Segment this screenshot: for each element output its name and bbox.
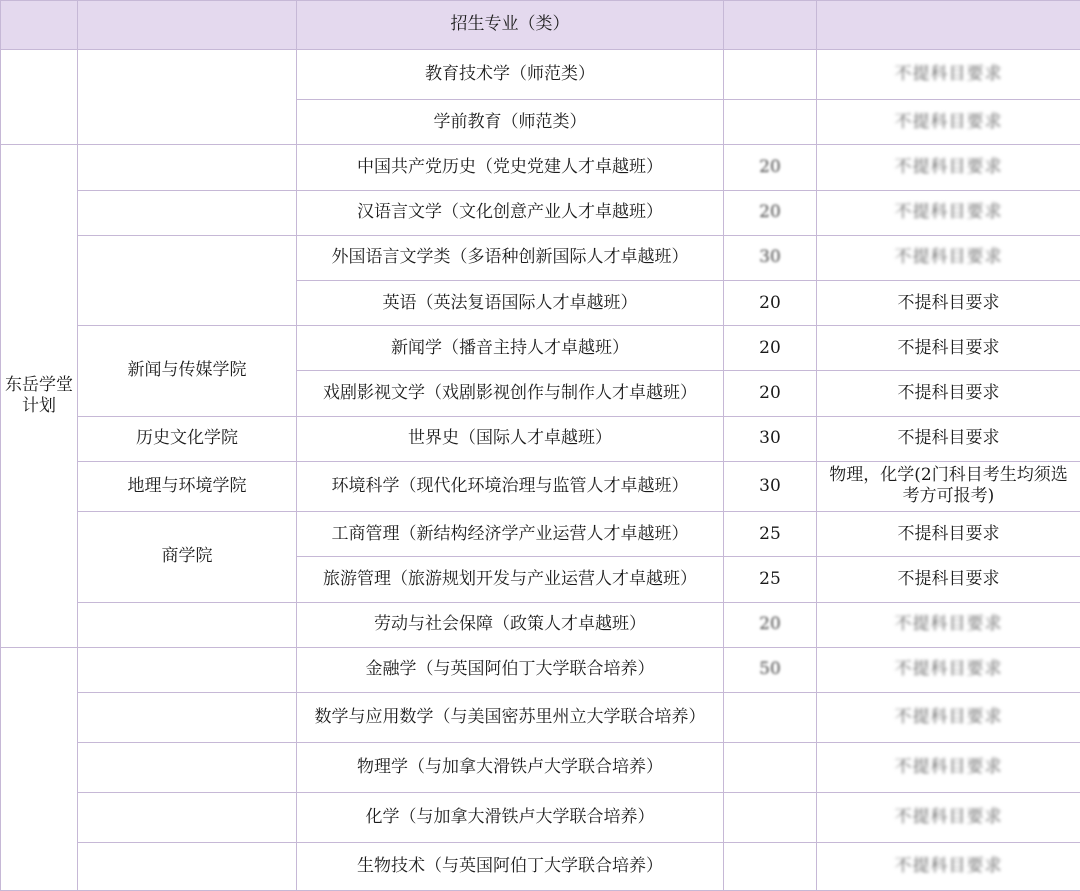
major-cell: 中国共产党历史（党史党建人才卓越班） <box>297 145 724 190</box>
quota-cell: 20 <box>724 145 817 190</box>
college-cell <box>78 145 297 190</box>
quota-cell: 30 <box>724 461 817 511</box>
table-row <box>1 842 1080 890</box>
major-cell: 物理学（与加拿大滑铁卢大学联合培养） <box>297 743 724 793</box>
college-cell <box>78 842 297 890</box>
major-cell: 数学与应用数学（与美国密苏里州立大学联合培养） <box>297 692 724 742</box>
table-row <box>1 647 1080 692</box>
college-cell <box>78 235 297 325</box>
college-cell <box>78 743 297 793</box>
quota-cell: 25 <box>724 557 817 602</box>
table-row <box>1 743 1080 793</box>
college-name-cell: 历史文化学院 <box>78 416 297 461</box>
header-row <box>1 1 1080 50</box>
requirement-cell: 不提科目要求 <box>817 557 1080 602</box>
quota-cell: 25 <box>724 512 817 557</box>
major-cell: 金融学（与英国阿伯丁大学联合培养） <box>297 647 724 692</box>
college-cell-top <box>78 50 297 145</box>
major-cell: 旅游管理（旅游规划开发与产业运营人才卓越班） <box>297 557 724 602</box>
quota-cell: 20 <box>724 371 817 416</box>
major-cell: 学前教育（师范类） <box>297 100 724 145</box>
major-cell: 生物技术（与英国阿伯丁大学联合培养） <box>297 842 724 890</box>
major-cell: 世界史（国际人才卓越班） <box>297 416 724 461</box>
college-cell <box>78 793 297 842</box>
requirement-cell: 不提科目要求 <box>817 371 1080 416</box>
major-cell: 工商管理（新结构经济学产业运营人才卓越班） <box>297 512 724 557</box>
requirement-cell: 不提科目要求 <box>817 190 1080 235</box>
table-row <box>1 461 1080 511</box>
quota-cell: 20 <box>724 190 817 235</box>
college-cell <box>78 190 297 235</box>
quota-cell <box>724 692 817 742</box>
table-row <box>1 416 1080 461</box>
major-cell: 戏剧影视文学（戏剧影视创作与制作人才卓越班） <box>297 371 724 416</box>
table-row <box>1 602 1080 647</box>
table-row <box>1 692 1080 742</box>
quota-cell <box>724 842 817 890</box>
college-cell <box>78 692 297 742</box>
college-name-cell: 新闻与传媒学院 <box>78 326 297 416</box>
quota-cell: 30 <box>724 416 817 461</box>
college-cell <box>78 647 297 692</box>
header-quota <box>724 1 817 50</box>
major-cell: 劳动与社会保障（政策人才卓越班） <box>297 602 724 647</box>
requirement-cell: 不提科目要求 <box>817 512 1080 557</box>
table-row <box>1 50 1080 100</box>
major-cell: 英语（英法复语国际人才卓越班） <box>297 281 724 326</box>
requirement-cell: 物理，化学(2门科目考生均须选考方可报考) <box>817 461 1080 511</box>
quota-cell: 20 <box>724 281 817 326</box>
header-college <box>78 1 297 50</box>
table-row <box>1 793 1080 842</box>
plan-name-cell: 东岳学堂计划 <box>1 145 78 647</box>
college-name-cell: 商学院 <box>78 512 297 602</box>
header-major: 招生专业（类） <box>297 1 724 50</box>
requirement-cell: 不提科目要求 <box>817 416 1080 461</box>
header-requirement <box>817 1 1080 50</box>
table-row <box>1 145 1080 190</box>
quota-cell: 30 <box>724 235 817 280</box>
college-cell <box>78 602 297 647</box>
quota-cell <box>724 743 817 793</box>
college-name-cell: 地理与环境学院 <box>78 461 297 511</box>
major-cell: 汉语言文学（文化创意产业人才卓越班） <box>297 190 724 235</box>
requirement-cell: 不提科目要求 <box>817 647 1080 692</box>
table-row <box>1 190 1080 235</box>
major-cell: 化学（与加拿大滑铁卢大学联合培养） <box>297 793 724 842</box>
requirement-cell: 不提科目要求 <box>817 281 1080 326</box>
plan-cell-top <box>1 50 78 145</box>
requirement-cell: 不提科目要求 <box>817 100 1080 145</box>
header-plan <box>1 1 78 50</box>
plan-cell-bottom <box>1 647 78 890</box>
requirement-cell: 不提科目要求 <box>817 145 1080 190</box>
table-row <box>1 326 1080 371</box>
major-cell: 新闻学（播音主持人才卓越班） <box>297 326 724 371</box>
table-row <box>1 512 1080 557</box>
quota-cell <box>724 100 817 145</box>
quota-cell: 20 <box>724 602 817 647</box>
requirement-cell: 不提科目要求 <box>817 842 1080 890</box>
requirement-cell: 不提科目要求 <box>817 602 1080 647</box>
requirement-cell: 不提科目要求 <box>817 743 1080 793</box>
quota-cell <box>724 793 817 842</box>
requirement-cell: 不提科目要求 <box>817 326 1080 371</box>
major-cell: 环境科学（现代化环境治理与监管人才卓越班） <box>297 461 724 511</box>
major-cell: 外国语言文学类（多语种创新国际人才卓越班） <box>297 235 724 280</box>
quota-cell: 20 <box>724 326 817 371</box>
requirement-cell: 不提科目要求 <box>817 235 1080 280</box>
requirement-cell: 不提科目要求 <box>817 793 1080 842</box>
table-row <box>1 235 1080 280</box>
requirement-cell: 不提科目要求 <box>817 50 1080 100</box>
requirement-cell: 不提科目要求 <box>817 692 1080 742</box>
quota-cell: 50 <box>724 647 817 692</box>
quota-cell <box>724 50 817 100</box>
major-cell: 教育技术学（师范类） <box>297 50 724 100</box>
